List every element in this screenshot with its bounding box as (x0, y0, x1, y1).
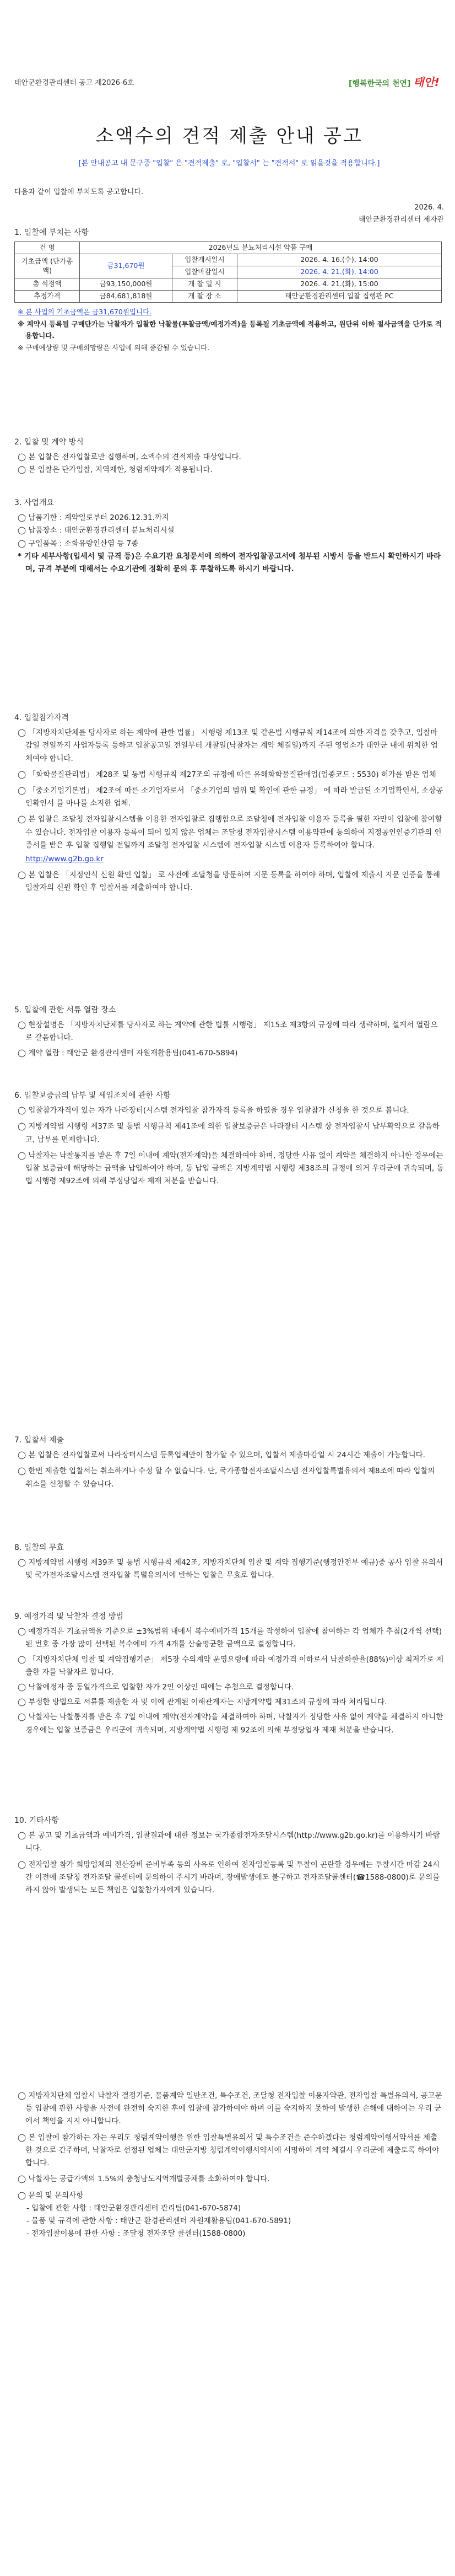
list-item: ◯ 「지방자치단체 입찰 및 계약집행기준」 제5장 수의계약 운영요령에 따라 예정가격 이하로서 낙찰하한율(88%)이상 최저가로 제출한 자를 낙찰자로 합니다. (18, 1655, 443, 1677)
section-9-heading: 9. 예정가격 및 낙찰자 결정 방법 (14, 1612, 123, 1621)
table-cell: 추정가격 (15, 291, 80, 303)
bid-info-table (14, 242, 442, 303)
taean-logo (349, 73, 440, 92)
section-8-heading: 8. 입찰의 무효 (14, 1543, 64, 1552)
g2b-link[interactable]: http://www.g2b.go.kr (25, 855, 104, 864)
table-cell: 2026. 4. 21.(화), 14:00 (237, 266, 442, 278)
contact-line: - 입찰에 관한 사항 : 태안군환경관리센터 관리팀(041-670-5874) (26, 2203, 241, 2213)
table-cell: 기초금액 (단가총액) (15, 254, 80, 278)
list-item: ◯ 본 입찰에 참가하는 자는 우리도 청렴계약이행을 위한 입찰특별유의서 및 특수조건을 준수하겠다는 청렴계약이행서약서를 제출한 것으로 간주하며, 낙찰자로 선정된 업체는 태안군지방 청렴계약이행서약서에 서명하여 계약 체결시 우리군에 제출토록 하여야 합니다. (18, 2133, 440, 2168)
list-item: ◯ 본 입찰은 단가입찰, 지역제한, 청렴계약제가 적용됩니다. (18, 465, 213, 475)
list-item: ◯ 현장설명은 「지방자치단체를 당사자로 하는 계약에 관한 법률 시행령」 제15조 제3항의 규정에 따라 생략하며, 설계서 열람으로 갈음합니다. (18, 1021, 438, 1043)
announcement-date: 2026. 4. (414, 203, 444, 212)
intro-text: 다음과 같이 입찰에 부치도록 공고합니다. (14, 188, 144, 196)
list-item: ◯ 전자입찰 참가 희망업체의 전산장비 준비부족 등의 사유로 인하여 전자입찰등록 및 투찰이 곤란할 경우에는 투찰시간 마감 24시간 이전에 조달청 전자조달 콜센터에 문의하여 주시기 바라며, 장애발생에도 불구하고 전자조달콜센터(☎1588-0800)로 문의를 하지 않아 발생되는 모든 책임은 입찰참가자에게 있습니다. (18, 1860, 440, 1895)
list-item: ◯ 낙찰자는 공급가액의 1.5%의 충청남도지역개발공채를 소화하여야 합니다. (18, 2175, 270, 2184)
list-item: ◯ 낙찰예정자 중 동일가격으로 입찰한 자가 2인 이상인 때에는 추첨으로 결정합니다. (18, 1682, 294, 1692)
list-item: ◯ 본 입찰은 조달청 전자입찰시스템을 이용한 전자입찰로 집행함으로 조달청에 전자입찰 이용자 등록을 필한 자만이 입찰에 참여할 수 있습니다. 전자입찰 이용자 등록이 되어 있지 않은 업체는 조달청 전자입찰시스템 이용약관에 동의하여 지정공인인증기관의 인증서를 받은 후 입찰 집행일 전일까지 조달청 전자입찰 시스템에 전자입찰 시스템 이용자 등록하여야 합니다. (18, 815, 442, 850)
table-cell: 금93,150,000원 (80, 278, 172, 291)
contact-line: - 전자입찰이용에 관한 사항 : 조달청 전자조달 콜센터(1588-0800) (26, 2229, 246, 2239)
signer: 태안군환경관리센터 제자관 (359, 216, 444, 224)
note: ※ 본 사업의 기초금액은 금31,670원입니다. (18, 308, 152, 316)
list-item: ◯ 낙찰자는 낙찰통지를 받은 후 7일 이내에 계약(전자계약)을 체결하여야 하며, 정당한 사유 없이 계약을 체결하지 아니한 경우에는 입찰 보증금에 해당하는 금액을 납입하여야 하며, 동 납입 금액은 지방계약법 시행령 제38조의 규정에 의거 우리군에 귀속되며, 동법 시행령 제92조에 의해 부정당업자 제재 처분을 받습니다. (18, 1151, 444, 1186)
section-7 (14, 1434, 444, 1491)
section-2-heading: 2. 입찰 및 계약 방식 (14, 438, 84, 447)
section-9 (14, 1610, 444, 1737)
section-10 (14, 1814, 444, 1897)
note: ※ 계약시 등록될 구매단가는 낙찰자가 입찰한 낙찰률(투찰금액/예정가격)을 등록될 기초금액에 적용하고, 원단위 이하 절사금액을 단가로 적용합니다. (18, 319, 442, 340)
list-item: ◯ 본 입찰은 전자입찰로써 나라장터시스템 등록업체만이 참가할 수 있으며, 입찰서 제출마감일 시 24시간 제출이 가능합니다. (18, 1451, 425, 1460)
list-item: ◯ 「지방자치단체를 당사자로 하는 계약에 관한 법률」 시행령 제13조 및 같은법 시행규칙 제14조에 의한 자격을 갖추고, 입찰마감일 전일까지 사업자등록 등하고 입찰공고일 전일부터 개찰일(낙찰자는 계약 체결일)까지 주된 영업소가 태안군 내에 위치한 업체여야 합니다. (18, 728, 438, 763)
table-cell: 입찰마감일시 (172, 266, 237, 278)
list-item: ◯ 「중소기업기본법」 제2조에 따른 소기업자로서 「중소기업의 범위 및 확인에 관한 규정」 에 따라 발급된 소기업확인서, 소상공인확인서 를 마나를 소지한 업체. (18, 786, 443, 808)
section-1-heading: 1. 입찰에 부치는 사항 (14, 228, 89, 237)
section-5-heading: 5. 입찰에 관한 서류 열람 장소 (14, 1006, 116, 1015)
table-cell: 2026년도 분뇨처리시설 약품 구매 (80, 242, 442, 254)
announcement-number: 태안군환경관리센터 공고 제2026-6호 (14, 79, 134, 87)
table-cell: 개 찰 장 소 (172, 291, 237, 303)
list-item: ◯ 지방자치단체 입찰시 낙찰자 결정기준, 물품계약 일반조건, 특수조건, 조달청 전자입찰 이용자약관, 전자입찰 특별유의서, 공고문 등 입찰에 관한 사항을 사전에 완전히 숙지한 후에 입찰에 참가하여야 하며 이를 숙지하지 못하여 발생한 손해에 대하여는 우리 군에서 책임을 지지 아니합니다. (18, 2091, 442, 2126)
date-block (359, 202, 444, 227)
section-3 (14, 496, 444, 576)
section-10-heading: 10. 기타사항 (14, 1816, 59, 1825)
table-row (15, 291, 442, 303)
table-row (15, 242, 442, 254)
list-item: ◯ 납품기한 : 계약일로부터 2026.12.31.까지 (18, 513, 169, 523)
table-cell: 2026. 4. 16.(수), 14:00 (237, 254, 442, 266)
list-item: ◯ 본 입찰은 「지정인식 신원 확인 입찰」 로 사전에 조달청을 방문하여 지문 등록을 하여야 하며, 입찰에 제출시 지문 인증을 통해 입찰자의 신원 확인 후 입찰서를 제출하여야 합니다. (18, 871, 440, 893)
section-6-heading: 6. 입찰보증금의 납부 및 세입조치에 관한 사항 (14, 1091, 171, 1100)
table-cell: 총 석정액 (15, 278, 80, 291)
section-1 (14, 226, 444, 353)
section-4-heading: 4. 입찰참가자격 (14, 713, 69, 722)
section-3-heading: 3. 사업개요 (14, 498, 54, 507)
logo-brand: 태안! (413, 76, 440, 89)
list-item: ◯ 낙찰자는 낙찰통지를 받은 후 7일 이내에 계약(전자계약)을 체결하여야 하며, 낙찰자가 정당한 사유 없이 계약을 체결하지 아니한 경우에는 입찰 보증금은 우리군에 귀속되며, 지방계약법 시행령 제 92조에 의해 부정당업자 제재 처분을 받습니다. (18, 1713, 443, 1735)
table-cell: 금84,681,818원 (80, 291, 172, 303)
list-item: ◯ 문의 및 문의사항 (18, 2191, 84, 2200)
table-cell: 건 명 (15, 242, 80, 254)
section-8 (14, 1541, 444, 1582)
section-7-heading: 7. 입찰서 제출 (14, 1436, 64, 1445)
table-cell: 태안군환경관리센터 입찰 집행관 PC (237, 291, 442, 303)
logo-tagline: [행복한국의 천연] (349, 79, 411, 88)
list-item: * 기타 세부사항(입세서 및 규격 등)은 수요기관 요청문서에 의하여 전자입찰공고서에 첨부된 시방서 등을 반드시 확인하시기 바라며, 규격 부분에 대해서는 수요기관에 정확히 문의 후 투찰하도록 하시기 바랍니다. (18, 551, 441, 573)
list-item: ◯ 지방계약법 시행령 제37조 및 동법 시행규칙 제41조에 의한 입찰보증금은 나라장터 시스템 상 전자입찰서 납부확약으로 갈음하고, 납부를 면제합니다. (18, 1122, 440, 1144)
contact-line: - 물품 및 규격에 관한 사항 : 태안군 환경관리센터 자원재활용팀(041-670-5891) (26, 2216, 291, 2225)
substitution-notice: [본 안내공고 내 문구중 "입찰" 은 "견적제출" 로, "입찰서" 는 "견적서" 로 읽을것을 적용합니다.] (78, 159, 380, 168)
table-row (15, 254, 442, 266)
table-cell: 금31,670원 (80, 254, 172, 278)
table-cell: 입찰개시일시 (172, 254, 237, 266)
list-item: ◯ 납품장소 : 태안군환경관리센터 분뇨처리시설 (18, 526, 175, 535)
list-item: ◯ 구입품목 : 소화유량인산염 등 7종 (18, 539, 139, 548)
list-item: ◯ 본 입찰은 전자입찰로만 집행하며, 소액수의 견적제출 대상입니다. (18, 453, 241, 462)
list-item: ◯ 지방계약법 시행령 제39조 및 동법 시행규칙 제42조, 지방자치단체 입찰 및 계약 집행기준(행정안전부 예규)중 공사 입찰 유의서 및 국가전자조달시스템 전자입찰 특별유의서에 반하는 입찰은 무효로 합니다. (18, 1558, 443, 1580)
list-item: ◯ 예정가격은 기초금액을 기준으로 ±3%범위 내에서 복수예비가격 15개를 작성하여 입찰에 참여하는 각 업체가 추첨(2개씩 선택)된 번호 중 가장 많이 선택된 복수예비 가격 4개를 산술평균한 금액으로 결정합니다. (18, 1627, 442, 1649)
document-header (14, 71, 444, 93)
list-item: ◯ 입찰참가자격이 있는 자가 나라장터(시스템 전자입찰 참가자격 등록을 하였을 경우 입찰참가 신청을 한 것으로 봅니다. (18, 1106, 409, 1115)
section-6 (14, 1089, 444, 1188)
table-row (15, 278, 442, 291)
list-item: ◯ 본 공고 및 기초금액과 예비가격, 입찰결과에 대한 정보는 국가종합전자조달시스템(http://www.g2b.go.kr)를 이용하시기 바랍니다. (18, 1831, 440, 1853)
list-item: ◯ 부정한 방법으로 서류를 제출한 자 및 이에 관계된 이해관계자는 지방계약법 제31조의 규정에 따라 처리됩니다. (18, 1698, 387, 1707)
page-title: 소액수의 견적 제출 안내 공고 (95, 125, 363, 147)
list-item: ◯ 계약 열람 : 태안군 환경관리센터 자원재활용팀(041-670-5894) (18, 1048, 238, 1058)
list-item: ◯ 「화학물질관리법」 제28조 및 동법 시행규칙 제27조의 규정에 따른 유해화학물질판매업(업종코드 : 5530) 허가를 받은 업체 (18, 770, 436, 779)
section-5 (14, 1003, 444, 1060)
section-4 (14, 711, 444, 895)
list-item: ◯ 한번 제출한 입찰서는 취소하거나 수정 할 수 없습니다. 단, 국가종합전자조달시스템 전자입찰특별유의서 제8조에 따라 입찰의 취소를 신청할 수 있습니다. (18, 1467, 435, 1489)
section-10-continued (14, 2090, 444, 2240)
table-cell: 2026. 4. 21.(화), 15:00 (237, 278, 442, 291)
table-cell: 개 찰 일 시 (172, 278, 237, 291)
note: ※ 구매예상량 및 구매희망량은 사업에 의해 증감될 수 있습니다. (18, 343, 210, 352)
section-2 (14, 436, 444, 477)
